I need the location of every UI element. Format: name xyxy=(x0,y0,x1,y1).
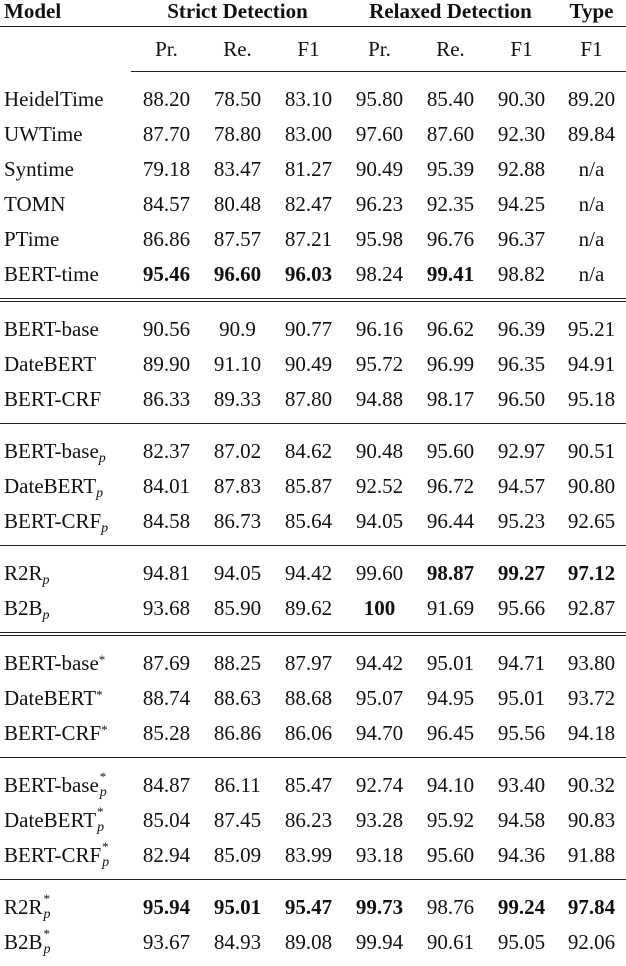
model-name: BERT-base xyxy=(4,651,99,675)
sub-header-relaxed-recall: Re. xyxy=(415,27,486,72)
sub-header-strict-recall: Re. xyxy=(202,27,273,72)
model-name-cell xyxy=(0,424,131,470)
table-row xyxy=(0,382,626,424)
metric-value-cell: 95.98 xyxy=(344,222,415,257)
metric-value-cell: 95.46 xyxy=(131,257,202,300)
model-name-subscript: p xyxy=(99,451,106,466)
metric-value-cell: 87.69 xyxy=(131,634,202,681)
metric-value-cell: 82.47 xyxy=(273,187,344,222)
metric-value-cell: 90.61 xyxy=(415,925,486,966)
metric-value-cell: 96.45 xyxy=(415,716,486,758)
model-name-subscript: p xyxy=(96,486,103,501)
metric-value-cell: 85.90 xyxy=(202,591,273,634)
metric-value-cell: 90.83 xyxy=(557,803,626,838)
metric-value-cell: 98.87 xyxy=(415,546,486,592)
metric-value-cell: 87.21 xyxy=(273,222,344,257)
metric-value-cell: 95.60 xyxy=(415,424,486,470)
metric-value-cell: 99.41 xyxy=(415,257,486,300)
model-name-modifiers xyxy=(101,852,111,862)
metric-value-cell: 90.49 xyxy=(344,152,415,187)
model-name-cell xyxy=(0,681,131,716)
model-name-cell xyxy=(0,758,131,804)
metric-value-cell: 95.18 xyxy=(557,382,626,424)
sub-header-relaxed-f1: F1 xyxy=(486,27,557,72)
model-name-cell xyxy=(0,803,131,838)
metric-value-cell: n/a xyxy=(557,152,626,187)
model-name-cell xyxy=(0,546,131,592)
metric-value-cell: 84.87 xyxy=(131,758,202,804)
metric-value-cell: 91.10 xyxy=(202,347,273,382)
metric-value-cell: 90.56 xyxy=(131,300,202,347)
model-name-cell xyxy=(0,634,131,681)
metric-value-cell: 99.24 xyxy=(486,880,557,926)
metric-value-cell: 80.48 xyxy=(202,187,273,222)
metric-value-cell: 82.94 xyxy=(131,838,202,880)
sub-header-type-f1: F1 xyxy=(557,27,626,72)
table-row xyxy=(0,424,626,470)
metric-value-cell: 94.18 xyxy=(557,716,626,758)
metric-value-cell: 88.25 xyxy=(202,634,273,681)
model-name: DateBERT xyxy=(4,352,96,376)
model-name-cell xyxy=(0,880,131,926)
metric-value-cell: 90.49 xyxy=(273,347,344,382)
table-row xyxy=(0,469,626,504)
metric-value-cell: 94.10 xyxy=(415,758,486,804)
metric-value-cell: 78.50 xyxy=(202,72,273,118)
metric-value-cell: 99.73 xyxy=(344,880,415,926)
table-row xyxy=(0,222,626,257)
metric-value-cell: 97.84 xyxy=(557,880,626,926)
model-name-subscript: p xyxy=(43,608,50,623)
metric-value-cell: 95.01 xyxy=(486,681,557,716)
model-name: BERT-CRF xyxy=(4,387,101,411)
metric-value-cell: 86.06 xyxy=(273,716,344,758)
model-name-cell xyxy=(0,300,131,347)
table-row xyxy=(0,716,626,758)
metric-value-cell: 95.01 xyxy=(415,634,486,681)
metric-value-cell: 94.91 xyxy=(557,347,626,382)
table-row xyxy=(0,880,626,926)
metric-value-cell: 88.20 xyxy=(131,72,202,118)
metric-value-cell: 83.00 xyxy=(273,117,344,152)
metric-value-cell: 98.24 xyxy=(344,257,415,300)
metric-value-cell: 96.23 xyxy=(344,187,415,222)
metric-value-cell: 82.37 xyxy=(131,424,202,470)
header-sub-row xyxy=(0,27,626,72)
metric-value-cell: 83.99 xyxy=(273,838,344,880)
metric-value-cell: 96.44 xyxy=(415,504,486,546)
relaxed-detection-header: Relaxed Detection xyxy=(344,0,557,27)
model-name-superscript: * xyxy=(102,840,109,853)
table-row xyxy=(0,187,626,222)
metric-value-cell: 95.47 xyxy=(273,880,344,926)
metric-value-cell: 95.05 xyxy=(486,925,557,966)
metric-value-cell: 95.01 xyxy=(202,880,273,926)
model-name-superscript: * xyxy=(100,770,107,783)
metric-value-cell: 88.68 xyxy=(273,681,344,716)
model-name-superscript: * xyxy=(101,722,108,737)
metric-value-cell: 84.58 xyxy=(131,504,202,546)
metric-value-cell: 88.74 xyxy=(131,681,202,716)
metric-value-cell: 96.39 xyxy=(486,300,557,347)
model-column-header: Model xyxy=(0,0,131,27)
metric-value-cell: 91.88 xyxy=(557,838,626,880)
metric-value-cell: 94.58 xyxy=(486,803,557,838)
metric-value-cell: 95.07 xyxy=(344,681,415,716)
table-row xyxy=(0,504,626,546)
metric-value-cell: 93.28 xyxy=(344,803,415,838)
table-row xyxy=(0,347,626,382)
model-name-subscript: p xyxy=(44,908,51,922)
header-group-row xyxy=(0,0,626,27)
metric-value-cell: 89.33 xyxy=(202,382,273,424)
table-row xyxy=(0,591,626,634)
metric-value-cell: 87.02 xyxy=(202,424,273,470)
header-blank-cell xyxy=(0,27,131,72)
metric-value-cell: 99.94 xyxy=(344,925,415,966)
model-name: DateBERT xyxy=(4,808,96,832)
metric-value-cell: 90.51 xyxy=(557,424,626,470)
metric-value-cell: 85.04 xyxy=(131,803,202,838)
metric-value-cell: 97.60 xyxy=(344,117,415,152)
model-name: BERT-time xyxy=(4,262,99,286)
metric-value-cell: 98.76 xyxy=(415,880,486,926)
metric-value-cell: 90.48 xyxy=(344,424,415,470)
metric-value-cell: 95.39 xyxy=(415,152,486,187)
model-name-subscript: p xyxy=(97,821,104,835)
metric-value-cell: 86.11 xyxy=(202,758,273,804)
table-row xyxy=(0,152,626,187)
metric-value-cell: 93.18 xyxy=(344,838,415,880)
metric-value-cell: 95.80 xyxy=(344,72,415,118)
metric-value-cell: n/a xyxy=(557,222,626,257)
metric-value-cell: 96.99 xyxy=(415,347,486,382)
metric-value-cell: 90.30 xyxy=(486,72,557,118)
metric-value-cell: 94.81 xyxy=(131,546,202,592)
metric-value-cell: 86.23 xyxy=(273,803,344,838)
metric-value-cell: 85.09 xyxy=(202,838,273,880)
metric-value-cell: 87.70 xyxy=(131,117,202,152)
metric-value-cell: 96.37 xyxy=(486,222,557,257)
metric-value-cell: 90.80 xyxy=(557,469,626,504)
model-name-modifiers xyxy=(43,939,53,949)
metric-value-cell: 86.86 xyxy=(131,222,202,257)
metric-value-cell: 95.56 xyxy=(486,716,557,758)
model-name-superscript: * xyxy=(97,805,104,818)
metric-value-cell: 88.63 xyxy=(202,681,273,716)
model-name: BERT-base xyxy=(4,317,99,341)
metric-value-cell: 96.03 xyxy=(273,257,344,300)
model-name-subscript: p xyxy=(100,786,107,800)
model-name-superscript: * xyxy=(99,652,106,667)
metric-value-cell: 78.80 xyxy=(202,117,273,152)
table-row xyxy=(0,72,626,118)
table-row xyxy=(0,758,626,804)
model-name-subscript: p xyxy=(44,943,51,957)
metric-value-cell: 94.57 xyxy=(486,469,557,504)
strict-detection-header: Strict Detection xyxy=(131,0,344,27)
metric-value-cell: 92.87 xyxy=(557,591,626,634)
metric-value-cell: 97.12 xyxy=(557,546,626,592)
model-name: HeidelTime xyxy=(4,87,104,111)
metric-value-cell: 94.70 xyxy=(344,716,415,758)
metric-value-cell: 92.65 xyxy=(557,504,626,546)
model-name-superscript: * xyxy=(44,892,51,905)
metric-value-cell: 96.50 xyxy=(486,382,557,424)
metric-value-cell: 86.73 xyxy=(202,504,273,546)
metric-value-cell: 92.06 xyxy=(557,925,626,966)
model-name: Syntime xyxy=(4,157,74,181)
metric-value-cell: 92.97 xyxy=(486,424,557,470)
model-name: DateBERT xyxy=(4,686,96,710)
metric-value-cell: 94.88 xyxy=(344,382,415,424)
metric-value-cell: 96.72 xyxy=(415,469,486,504)
metric-value-cell: 92.88 xyxy=(486,152,557,187)
model-name: TOMN xyxy=(4,192,65,216)
model-name-modifiers xyxy=(43,904,53,914)
model-name: UWTime xyxy=(4,122,83,146)
model-name-cell xyxy=(0,469,131,504)
model-name-modifiers xyxy=(99,782,109,792)
metric-value-cell: 93.67 xyxy=(131,925,202,966)
metric-value-cell: 93.80 xyxy=(557,634,626,681)
metric-value-cell: 95.21 xyxy=(557,300,626,347)
metric-value-cell: 99.27 xyxy=(486,546,557,592)
sub-header-strict-precision: Pr. xyxy=(131,27,202,72)
model-name-cell xyxy=(0,716,131,758)
model-name-cell xyxy=(0,117,131,152)
model-name: BERT-CRF xyxy=(4,509,101,533)
sub-header-strict-f1: F1 xyxy=(273,27,344,72)
metric-value-cell: 84.57 xyxy=(131,187,202,222)
model-name-cell xyxy=(0,257,131,300)
metric-value-cell: 94.95 xyxy=(415,681,486,716)
metric-value-cell: 92.35 xyxy=(415,187,486,222)
metric-value-cell: 98.82 xyxy=(486,257,557,300)
metric-value-cell: 92.52 xyxy=(344,469,415,504)
type-header: Type xyxy=(557,0,626,27)
metric-value-cell: 93.68 xyxy=(131,591,202,634)
metric-value-cell: 85.87 xyxy=(273,469,344,504)
metric-value-cell: 95.92 xyxy=(415,803,486,838)
metric-value-cell: 95.72 xyxy=(344,347,415,382)
metric-value-cell: 86.33 xyxy=(131,382,202,424)
model-name-modifiers xyxy=(96,817,106,827)
metric-value-cell: 81.27 xyxy=(273,152,344,187)
metric-value-cell: 96.62 xyxy=(415,300,486,347)
metric-value-cell: 95.66 xyxy=(486,591,557,634)
model-name-cell xyxy=(0,382,131,424)
metric-value-cell: 95.94 xyxy=(131,880,202,926)
metric-value-cell: 83.47 xyxy=(202,152,273,187)
table-row xyxy=(0,257,626,300)
metric-value-cell: 87.57 xyxy=(202,222,273,257)
metric-value-cell: 96.76 xyxy=(415,222,486,257)
table-row xyxy=(0,681,626,716)
metric-value-cell: 87.97 xyxy=(273,634,344,681)
metric-value-cell: 84.01 xyxy=(131,469,202,504)
model-name-cell xyxy=(0,152,131,187)
metric-value-cell: 98.17 xyxy=(415,382,486,424)
metric-value-cell: 96.16 xyxy=(344,300,415,347)
metric-value-cell: 95.60 xyxy=(415,838,486,880)
metric-value-cell: 96.35 xyxy=(486,347,557,382)
metric-value-cell: n/a xyxy=(557,257,626,300)
metric-value-cell: 89.20 xyxy=(557,72,626,118)
table-row xyxy=(0,117,626,152)
model-name-cell xyxy=(0,925,131,966)
model-name-cell xyxy=(0,72,131,118)
metric-value-cell: 87.80 xyxy=(273,382,344,424)
model-name-subscript: p xyxy=(43,573,50,588)
model-name: BERT-base xyxy=(4,773,99,797)
metric-value-cell: 89.84 xyxy=(557,117,626,152)
table-row xyxy=(0,634,626,681)
metric-value-cell: 94.42 xyxy=(273,546,344,592)
metric-value-cell: 92.74 xyxy=(344,758,415,804)
model-name-cell xyxy=(0,222,131,257)
metric-value-cell: 85.28 xyxy=(131,716,202,758)
model-name-subscript: p xyxy=(102,856,109,870)
table-row xyxy=(0,838,626,880)
metric-value-cell: 86.86 xyxy=(202,716,273,758)
sub-header-relaxed-precision: Pr. xyxy=(344,27,415,72)
model-name-cell xyxy=(0,187,131,222)
metric-value-cell: 99.60 xyxy=(344,546,415,592)
model-name: PTime xyxy=(4,227,59,251)
table-row xyxy=(0,925,626,966)
metric-value-cell: 87.83 xyxy=(202,469,273,504)
metric-value-cell: 89.08 xyxy=(273,925,344,966)
model-name: BERT-base xyxy=(4,439,99,463)
model-name: DateBERT xyxy=(4,474,96,498)
model-name: R2R xyxy=(4,561,43,585)
metric-value-cell: 94.36 xyxy=(486,838,557,880)
model-name: B2B xyxy=(4,930,43,954)
metric-value-cell: 85.40 xyxy=(415,72,486,118)
model-name-superscript: * xyxy=(44,927,51,940)
table-body xyxy=(0,72,626,966)
metric-value-cell: 94.42 xyxy=(344,634,415,681)
model-name: R2R xyxy=(4,895,43,919)
metric-value-cell: 100 xyxy=(344,591,415,634)
metric-value-cell: 94.25 xyxy=(486,187,557,222)
metric-value-cell: 83.10 xyxy=(273,72,344,118)
table-header xyxy=(0,0,626,72)
metric-value-cell: 96.60 xyxy=(202,257,273,300)
model-name-cell xyxy=(0,504,131,546)
metric-value-cell: 93.40 xyxy=(486,758,557,804)
metric-value-cell: 89.90 xyxy=(131,347,202,382)
metric-value-cell: 91.69 xyxy=(415,591,486,634)
table-row xyxy=(0,546,626,592)
metric-value-cell: 89.62 xyxy=(273,591,344,634)
metric-value-cell: 92.30 xyxy=(486,117,557,152)
model-name-cell xyxy=(0,591,131,634)
model-name-cell xyxy=(0,347,131,382)
metric-value-cell: 87.60 xyxy=(415,117,486,152)
metric-value-cell: 94.05 xyxy=(202,546,273,592)
metric-value-cell: 90.9 xyxy=(202,300,273,347)
metric-value-cell: 84.62 xyxy=(273,424,344,470)
model-name-superscript: * xyxy=(96,687,103,702)
metric-value-cell: 94.05 xyxy=(344,504,415,546)
metric-value-cell: 90.77 xyxy=(273,300,344,347)
model-name-subscript: p xyxy=(101,521,108,536)
model-name: BERT-CRF xyxy=(4,721,101,745)
metric-value-cell: 95.23 xyxy=(486,504,557,546)
table-row xyxy=(0,803,626,838)
metric-value-cell: 93.72 xyxy=(557,681,626,716)
metric-value-cell: 84.93 xyxy=(202,925,273,966)
metric-value-cell: 90.32 xyxy=(557,758,626,804)
metric-value-cell: 85.64 xyxy=(273,504,344,546)
table-row xyxy=(0,300,626,347)
metric-value-cell: 85.47 xyxy=(273,758,344,804)
model-name-cell xyxy=(0,838,131,880)
model-name: B2B xyxy=(4,596,43,620)
metric-value-cell: n/a xyxy=(557,187,626,222)
model-name: BERT-CRF xyxy=(4,843,101,867)
metric-value-cell: 79.18 xyxy=(131,152,202,187)
metric-value-cell: 87.45 xyxy=(202,803,273,838)
metric-value-cell: 94.71 xyxy=(486,634,557,681)
